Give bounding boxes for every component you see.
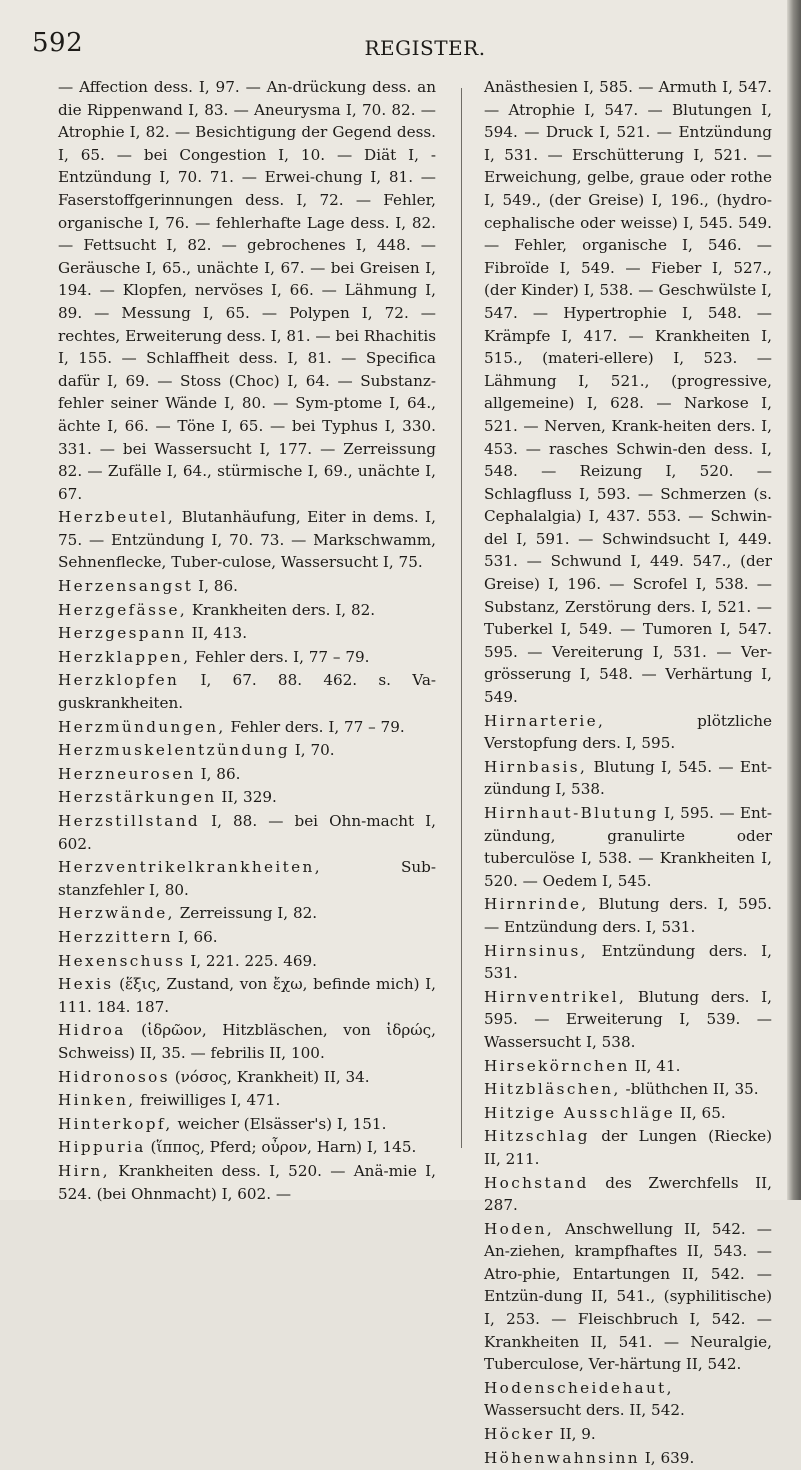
index-references: (ἵππος, Pferd; οὖρον, Harn) I, 145.	[145, 1138, 417, 1157]
index-references: (νόσος, Krankheit) II, 34.	[169, 1067, 370, 1086]
index-references: (ἕξις, Zustand, von ἔχω, befinde mich) I, 111. 184. 187.	[58, 975, 436, 1016]
index-references: I, 88. — bei Ohn-macht I, 602.	[58, 812, 436, 853]
index-entry	[58, 669, 436, 714]
index-references: Blutung I, 545. — Ent-zündung I, 538.	[484, 757, 772, 799]
index-headword: Hirnventrikel,	[484, 987, 627, 1006]
index-entry	[58, 599, 436, 622]
index-headword: Herzstillstand	[58, 812, 201, 830]
index-headword: Höhenwahnsinn	[484, 1448, 640, 1467]
index-entry	[484, 940, 772, 985]
index-entry	[484, 893, 772, 938]
index-references: II, 413.	[186, 624, 248, 643]
book-spine-edge	[787, 0, 801, 1200]
index-entry	[484, 986, 772, 1054]
index-headword: Hochstand	[484, 1173, 589, 1192]
index-entry	[58, 1066, 436, 1089]
index-entry	[58, 506, 436, 574]
index-entry	[58, 763, 436, 786]
index-entry	[484, 1423, 772, 1446]
index-references: Entzündung ders. I, 531.	[484, 941, 772, 983]
index-headword: Hinken,	[58, 1091, 136, 1110]
index-references: I, 66.	[173, 927, 218, 946]
column-divider	[461, 88, 462, 1148]
index-entry	[484, 1055, 772, 1078]
index-headword: Hippuria	[58, 1138, 146, 1157]
index-entry	[484, 1172, 772, 1217]
index-entry	[58, 902, 436, 925]
index-references: plötzliche Verstopfung ders. I, 595.	[484, 711, 772, 753]
right-entries	[484, 710, 772, 1470]
index-entry	[58, 1089, 436, 1112]
index-entry	[58, 1019, 436, 1064]
index-entry	[58, 1136, 436, 1159]
index-references: II, 65.	[675, 1103, 726, 1122]
entry-continuation: — Affection dess. I, 97. — An-drückung dess. an die Rippenwand I, 83. — Aneurysma I, 70. 82. — Atrophie I, 82. — Besichtigung der Gegend dess. I, 65. — bei Congestion I, 10. — Diät I, - Entzündung I, 70. 71. — Erwei-chung I, 81. — Faserstoffgerinnungen dess. I, 72. — Fehler, organische I, 76. — fehlerhafte Lage dess. I, 82. — Fettsucht I, 82. — gebrochenes I, 448. — Geräusche I, 65., unächte I, 67. — bei Greisen I, 194. — Klopfen, nervöses I, 66. — Lähmung I, 89. — Messung I, 65. — Polypen I, 72. — rechtes, Erweiterung dess. I, 81. — bei Rhachitis I, 155. — Schlaffheit dess. I, 81. — Specifica dafür I, 69. — Stoss (Choc) I, 64. — Substanz-fehler seiner Wände I, 80. — Sym-ptome I, 64., ächte I, 66. — Töne I, 65. — bei Typhus I, 330. 331. — bei Wassersucht I, 177. — Zerreissung 82. — Zufälle I, 64., stürmische I, 69., unächte I, 67.	[58, 78, 436, 503]
index-headword: Herzstärkungen	[58, 788, 217, 807]
index-entry	[484, 1125, 772, 1170]
index-headword: Herzklopfen	[58, 671, 180, 690]
index-references: I, 70.	[289, 741, 335, 760]
index-references: Blutung ders. I, 595. — Erweiterung I, 539. — Wassersucht I, 538.	[484, 987, 772, 1051]
index-headword: Hirnsinus,	[484, 941, 588, 960]
right-column	[484, 76, 772, 1470]
index-references: Blutung ders. I, 595. — Entzündung ders. I, 531.	[484, 895, 772, 936]
index-references: -blüthchen II, 35.	[620, 1080, 759, 1099]
index-references: Wassersucht ders. II, 542.	[484, 1401, 685, 1420]
index-entry	[484, 1447, 772, 1470]
index-references: II, 41.	[629, 1056, 681, 1075]
page-number: 592	[32, 28, 84, 58]
index-headword: Hitzschlag	[484, 1127, 590, 1146]
index-headword: Herzneurosen	[58, 764, 196, 783]
index-headword: Hirnarterie,	[484, 711, 606, 730]
index-entry	[484, 710, 772, 755]
index-headword: Herzgefässe,	[58, 600, 188, 619]
index-headword: Herzwände,	[58, 904, 175, 923]
index-references: Fehler ders. I, 77 – 79.	[190, 647, 370, 666]
index-references: I, 221. 225. 469.	[185, 951, 318, 970]
index-headword: Hitzbläschen,	[484, 1080, 621, 1099]
left-entries	[58, 506, 436, 1205]
index-references: freiwilliges I, 471.	[135, 1091, 281, 1110]
index-entry	[58, 786, 436, 809]
index-headword: Herzbeutel,	[58, 508, 176, 527]
index-headword: Hexis	[58, 975, 114, 994]
index-entry	[484, 1218, 772, 1376]
index-entry	[58, 622, 436, 645]
index-references: Sub-stanzfehler I, 80.	[58, 858, 436, 899]
index-references: der Lungen (Riecke) II, 211.	[484, 1127, 772, 1168]
index-references: I, 639.	[639, 1448, 695, 1467]
index-headword: Hirnrinde,	[484, 895, 589, 914]
index-headword: Hidroa	[58, 1021, 126, 1040]
index-headword: Hodenscheidehaut,	[484, 1378, 674, 1397]
index-entry	[58, 646, 436, 669]
index-references: Zerreissung I, 82.	[174, 904, 318, 923]
index-references: Krankheiten dess. I, 520. — Anä-mie I, 524. (bei Ohnmacht) I, 602. —	[58, 1161, 436, 1203]
index-entry	[58, 950, 436, 973]
index-entry	[484, 756, 772, 801]
left-column	[58, 76, 436, 1206]
index-entry	[58, 575, 436, 598]
index-references: I, 86.	[193, 577, 238, 596]
running-head: REGISTER.	[364, 36, 486, 60]
index-references: I, 67. 88. 462. s. Va-guskrankheiten.	[58, 671, 436, 713]
index-headword: Herzklappen,	[58, 647, 191, 666]
index-entry	[58, 1160, 436, 1205]
index-entry	[484, 802, 772, 892]
index-references: II, 9.	[554, 1425, 596, 1444]
index-references: (ἱδρῶον, Hitzbläschen, von ἱδρώς, Schweiss) II, 35. — febrilis II, 100.	[58, 1021, 436, 1062]
index-headword: Hitzige Ausschläge	[484, 1103, 676, 1122]
index-headword: Herzventrikelkrankheiten,	[58, 858, 322, 877]
index-headword: Hirn,	[58, 1161, 110, 1180]
index-references: I, 595. — Ent-zündung, granulirte oder tuberculöse I, 538. — Krankheiten I, 520. — Oedem I, 545.	[484, 804, 772, 890]
index-headword: Hirsekörnchen	[484, 1056, 630, 1075]
index-references: II, 329.	[216, 788, 277, 807]
index-headword: Herzzittern	[58, 927, 173, 946]
index-headword: Herzmuskelentzündung	[58, 741, 290, 760]
index-entry	[58, 716, 436, 739]
index-entry	[484, 1078, 772, 1101]
index-entry	[58, 973, 436, 1018]
index-headword: Herzgespann	[58, 624, 187, 643]
index-headword: Herzensangst	[58, 577, 194, 596]
index-entry	[58, 1113, 436, 1136]
index-references: I, 86.	[195, 764, 241, 783]
index-references: des Zwerchfells II, 287.	[484, 1173, 772, 1215]
index-references: weicher (Elsässer's) I, 151.	[172, 1114, 387, 1133]
index-headword: Hirnbasis,	[484, 757, 588, 776]
index-headword: Hidronosos	[58, 1067, 170, 1086]
index-headword: Hinterkopf,	[58, 1114, 173, 1133]
index-headword: Herzmündungen,	[58, 717, 226, 736]
index-entry	[58, 856, 436, 901]
index-references: Anschwellung II, 542. — An-ziehen, krampfhaftes II, 543. — Atro-phie, Entartungen II, 542. — Entzün-dung II, 541., (syphilitische) I, 253. — Fleischbruch I, 542. — Krankheiten II, 541. — Neuralgie, Tuberculose, Ver-härtung II, 542.	[484, 1219, 772, 1374]
index-references: Krankheiten ders. I, 82.	[187, 600, 376, 619]
index-references: Blutanhäufung, Eiter in dems. I, 75. — Entzündung I, 70. 73. — Markschwamm, Sehnenflecke, Tuber-culose, Wassersucht I, 75.	[58, 508, 436, 572]
index-entry	[58, 810, 436, 855]
index-references: Fehler ders. I, 77 – 79.	[225, 717, 405, 736]
index-headword: Hoden,	[484, 1219, 555, 1238]
entry-continuation: Anästhesien I, 585. — Armuth I, 547. — Atrophie I, 547. — Blutungen I, 594. — Druck I, 521. — Entzündung I, 531. — Erschütterung I, 521. — Erweichung, gelbe, graue oder rothe I, 549., (der Greise) I, 196., (hydro-cephalische oder weisse) I, 545. 549. — Fehler, organische I, 546. — Fibroïde I, 549. — Fieber I, 527., (der Kinder) I, 538. — Geschwülste I, 547. — Hypertrophie I, 548. — Krämpfe I, 417. — Krankheiten I, 515., (materi-ellere) I, 523. — Lähmung I, 521., (progressive, allgemeine) I, 628. — Narkose I, 521. — Nerven, Krank-heiten ders. I, 453. — rasches Schwin-den dess. I, 548. — Reizung I, 520. — Schlagfluss I, 593. — Schmerzen (s. Cephalalgia) I, 437. 553. — Schwin-del I, 591. — Schwindsucht I, 449. 531. — Schwund I, 449. 547., (der Greise) I, 196. — Scrofel I, 538. — Substanz, Zerstörung ders. I, 521. — Tuberkel I, 549. — Tumoren I, 547. 595. — Vereiterung I, 531. — Ver-grösserung I, 548. — Verhärtung I, 549.	[484, 78, 772, 707]
index-entry	[58, 739, 436, 762]
index-headword: Höcker	[484, 1425, 555, 1444]
index-headword: Hexenschuss	[58, 951, 186, 970]
index-entry	[484, 1377, 772, 1422]
index-headword: Hirnhaut-Blutung	[484, 804, 659, 822]
index-entry	[484, 1102, 772, 1125]
index-entry	[58, 926, 436, 949]
